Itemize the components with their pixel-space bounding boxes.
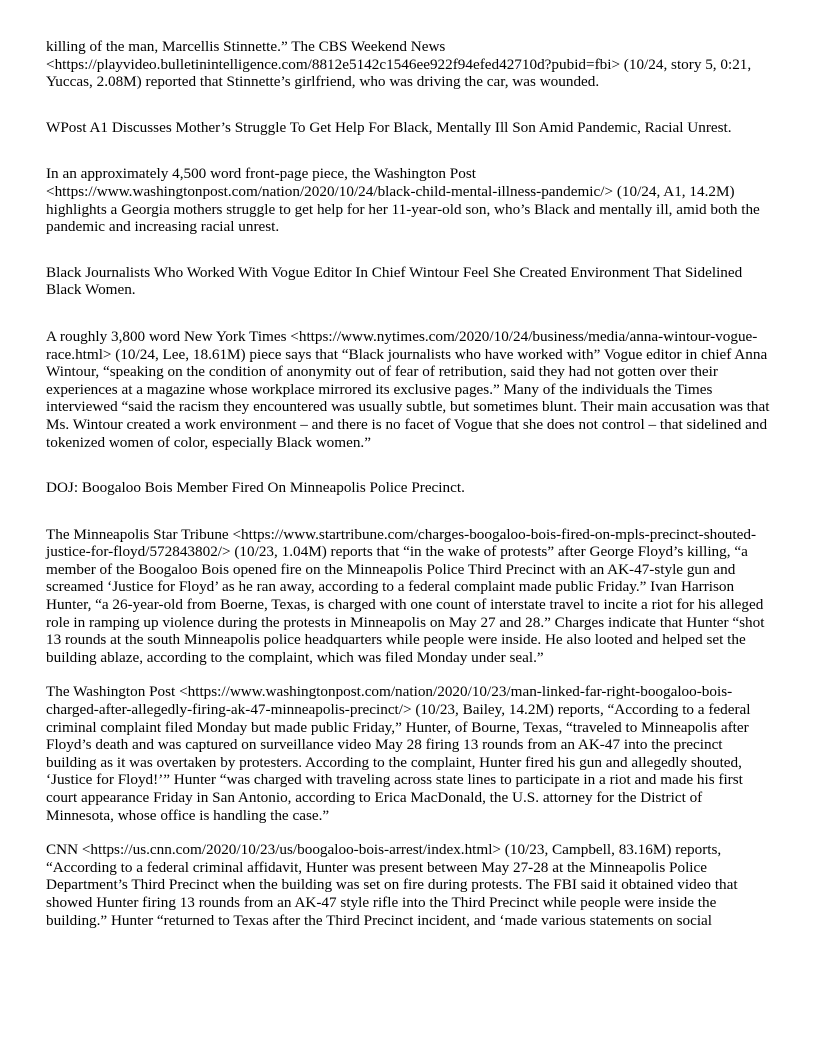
body-paragraph: In an approximately 4,500 word front-page piece, the Washington Post <https://www.washingtonpost.com/nation/2020/10/24/black-child-mental-illness-pandemic/> (10/24, A1, 14.2M) highlights a Georgia mothers struggle to get help for her 11-year-old son, who’s Black and mentally ill, amid both the pandemic and increasing racial unrest.: [46, 165, 760, 236]
body-paragraph: The Washington Post <https://www.washingtonpost.com/nation/2020/10/23/man-linked-far-right-boogaloo-bois-charged-after-allegedly-firing-ak-47-minneapolis-precinct/> (10/23, Bailey, 14.2M) reports, “According to a federal criminal complaint filed Monday but made public Friday,” Hunter, of Bourne, Texas, “traveled to Minneapolis after Floyd’s death and was captured on surveillance video May 28 firing 13 rounds from an AK-47 into the precinct building as it was overtaken by protesters. According to the complaint, Hunter fired his gun and allegedly shouted, ‘Justice for Floyd!’” Hunter “was charged with traveling across state lines to participate in a riot and made his first court appearance Friday in San Antonio, according to Erica MacDonald, the U.S. attorney for the District of Minnesota, whose office is handling the case.”: [46, 683, 751, 824]
section-headline: Black Journalists Who Worked With Vogue Editor In Chief Wintour Feel She Created Environment That Sidelined Black Women.: [46, 263, 743, 299]
body-paragraph: The Minneapolis Star Tribune <https://www.startribune.com/charges-boogaloo-bois-fired-on-mpls-precinct-shouted-justice-for-floyd/572843802/> (10/23, 1.04M) reports that “in the wake of protests” after George Floyd’s killing, “a member of the Boogaloo Bois opened fire on the Minneapolis Police Third Precinct with an AK-47-style gun and screamed ‘Justice for Floyd’ as he ran away, according to a federal complaint made public Friday.” Ivan Harrison Hunter, “a 26-year-old from Boerne, Texas, is charged with one count of interstate travel to incite a riot for his alleged role in ramping up violence during the protests in Minneapolis on May 27 and 28.” Charges indicate that Hunter “shot 13 rounds at the south Minneapolis police headquarters while people were inside. He also looted and helped set the building ablaze, according to the complaint, which was filed Monday under seal.”: [46, 525, 765, 666]
body-paragraph: CNN <https://us.cnn.com/2020/10/23/us/boogaloo-bois-arrest/index.html> (10/23, Campbell, 83.16M) reports, “According to a federal criminal affidavit, Hunter was present between May 27-28 at the Minneapolis Police Department’s Third Precinct when the building was set on fire during protests. The FBI said it obtained video that showed Hunter firing 13 rounds from an AK-47 style rifle into the Third Precinct while people were inside the building.” Hunter “returned to Texas after the Third Precinct incident, and ‘made various statements on social: [46, 841, 738, 929]
section-headline: WPost A1 Discusses Mother’s Struggle To Get Help For Black, Mentally Ill Son Amid Pandemic, Racial Unrest.: [46, 118, 732, 136]
body-paragraph: killing of the man, Marcellis Stinnette.” The CBS Weekend News <https://playvideo.bulletinintelligence.com/8812e5142c1546ee922f94efed42710d?pubid=fbi> (10/24, story 5, 0:21, Yuccas, 2.08M) reported that Stinnette’s girlfriend, who was driving the car, was wounded.: [46, 38, 752, 91]
section-headline: DOJ: Boogaloo Bois Member Fired On Minneapolis Police Precinct.: [46, 479, 465, 497]
body-paragraph: A roughly 3,800 word New York Times <https://www.nytimes.com/2020/10/24/business/media/anna-wintour-vogue-race.html> (10/24, Lee, 18.61M) piece says that “Black journalists who have worked with” Vogue editor in chief Anna Wintour, “speaking on the condition of anonymity out of fear of retribution, said they had not gotten over their experiences at a magazine whose workplace mirrored its exclusive pages.” Many of the individuals the Times interviewed “said the racism they encountered was usually subtle, but sometimes blunt. Their main accusation was that Ms. Wintour created a work environment – and there is no facet of Vogue that she does not control – that sidelined and tokenized women of color, especially Black women.”: [46, 327, 770, 451]
